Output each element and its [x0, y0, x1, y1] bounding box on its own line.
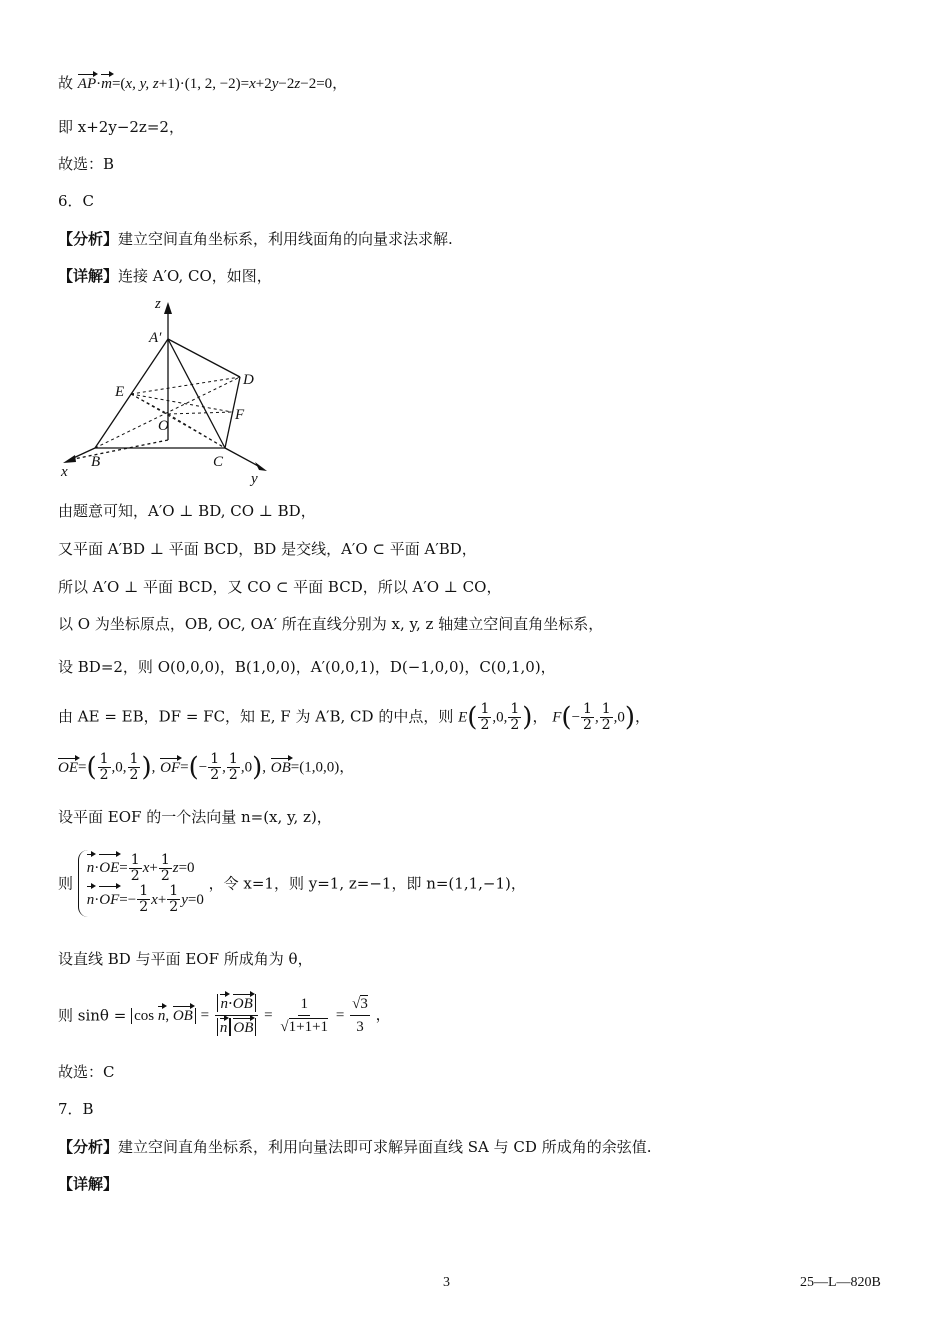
edge-AC	[168, 339, 225, 448]
label-O: O	[158, 418, 169, 434]
text-line-2: 即 x+2y−2z=2，	[58, 118, 184, 136]
analysis-6: 【分析】建立空间直角坐标系，利用线面角的向量求法求解.	[58, 230, 453, 248]
text-line-9: 所以 A′O ⊥ 平面 BCD，又 CO ⊂ 平面 BCD，所以 A′O ⊥ CO，	[58, 578, 502, 596]
text-line-15: 则 n·OE= $\frac{1}{2}$ x+ $\frac{1}{2}$ z=0 n·OF=− $\frac{1}{2}$ x+ $\frac{1}{2}$ y=0 ，令 x=1，则 y=1, z=−1，即 n=(1,1,−1)，	[58, 851, 526, 915]
text-line-17: 则 sinθ = cos n, OB = $\frac{n\cdot OB}{\text{n OB}}$ = $\frac{1}{√1+1+1}$ = $\frac{√3}{3}$ ，	[58, 992, 391, 1039]
detail-tag: 【详解】	[58, 267, 119, 285]
detail-7	[58, 1173, 118, 1195]
edge-AD	[168, 339, 240, 377]
edge-EF	[131, 394, 232, 412]
label-E: E	[115, 384, 125, 400]
label-x: x	[61, 464, 68, 480]
y-axis	[225, 448, 260, 467]
text-line-7: 由题意可知，A′O ⊥ BD, CO ⊥ BD，	[58, 502, 316, 520]
label-y: y	[251, 471, 258, 487]
edge-OF	[168, 412, 232, 414]
analysis-tag: 【分析】	[58, 230, 119, 248]
question-7-answer: 7．B	[58, 1100, 94, 1118]
text-line-12: 由 AE = EB，DF = FC，知 E, F 为 A′B, CD 的中点，则 E( $\frac{1}{2}$ ,0, $\frac{1}{2}$ )， F(− $\frac{1}{2}$ , $\frac{1}{2}$ ,0)，	[58, 701, 651, 733]
equation-system: n·OE= $\frac{1}{2}$ x+ $\frac{1}{2}$ z=0 n·OF=− $\frac{1}{2}$ x+ $\frac{1}{2}$ y=0	[78, 850, 204, 917]
page-number: 3	[443, 1275, 450, 1290]
question-6-answer: 6．C	[58, 192, 95, 210]
text-line-1: 故 AP·m=(x, y, z+1)·(1, 2, −2)=x+2y−2z−2=0，	[58, 72, 347, 95]
text-line-14: 设平面 EOF 的一个法向量 n=(x, y, z)，	[58, 808, 332, 826]
detail-tag-7: 【详解】	[58, 1175, 119, 1193]
analysis-tag-7: 【分析】	[58, 1138, 119, 1156]
x-axis-dashed	[69, 440, 168, 460]
text-line-18: 故选：C	[58, 1063, 115, 1081]
text-line-16: 设直线 BD 与平面 EOF 所成角为 θ，	[58, 950, 313, 968]
label-C: C	[213, 454, 224, 470]
label-D: D	[243, 372, 254, 388]
analysis-7: 【分析】建立空间直角坐标系，利用向量法即可求解异面直线 SA 与 CD 所成角的余弦值.	[58, 1138, 652, 1156]
label-z: z	[155, 296, 161, 312]
text-line-10: 以 O 为坐标原点，OB, OC, OA′ 所在直线分别为 x, y, z 轴建立空间直角坐标系，	[58, 615, 604, 633]
geometry-figure	[55, 292, 275, 487]
document-code: 25—L—820B	[800, 1275, 881, 1290]
detail-6: 【详解】连接 A′O, CO，如图，	[58, 267, 272, 285]
label-B: B	[91, 454, 101, 470]
text-line-8: 又平面 A′BD ⊥ 平面 BCD，BD 是交线，A′O ⊂ 平面 A′BD，	[58, 540, 477, 558]
text-line-11: 设 BD=2，则 O(0,0,0)，B(1,0,0)，A′(0,0,1)，D(−1,0,0)，C(0,1,0)，	[58, 658, 556, 676]
text-line-13: OE=( $\frac{1}{2}$ ,0, $\frac{1}{2}$ ), OF=(− $\frac{1}{2}$ , $\frac{1}{2}$ ,0), OB=(1,0,0)，	[58, 751, 355, 783]
text-line-3: 故选：B	[58, 155, 115, 173]
label-A-prime: A′	[149, 330, 162, 346]
label-F: F	[235, 407, 245, 423]
